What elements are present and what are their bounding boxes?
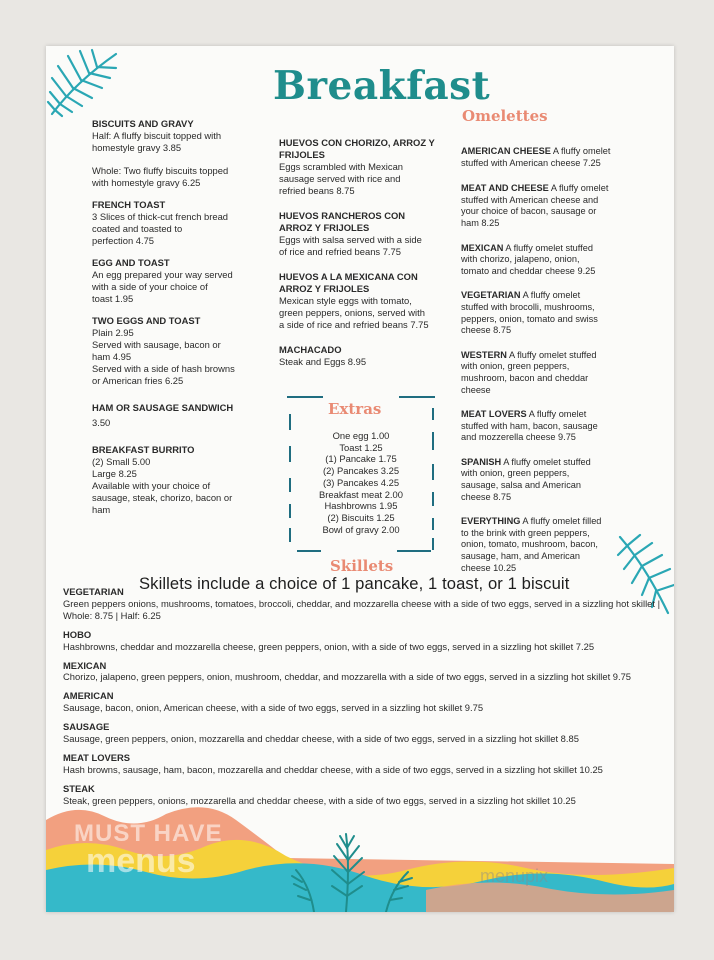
omelettes-heading: Omelettes: [462, 107, 548, 125]
menu-item: BISCUITS AND GRAVY Half: A fluffy biscuit topped with homestyle gravy 3.85 Whole: Two fluffy biscuits topped with homestyle gravy 6.25: [92, 118, 229, 188]
list-item: AMERICAN Sausage, bacon, onion, American cheese, with a side of two eggs, served in a sizzling hot skillet 9.75: [63, 690, 484, 714]
menu-item: MEAT LOVERS A fluffy omelet stuffed with ham, bacon, sausage and mozzerella cheese 9.75: [461, 409, 598, 443]
watermark: MUST HAVE: [74, 820, 223, 847]
skillets-note: Skillets include a choice of 1 pancake, 1 toast, or 1 biscuit: [139, 574, 570, 593]
menu-item: MEAT AND CHEESE A fluffy omelet stuffed with American cheese and your choice of bacon, sausage or ham 8.25: [461, 183, 609, 228]
list-item: (1) Pancake 1.75: [325, 453, 397, 465]
menu-item: HUEVOS RANCHEROS CON ARROZ Y FRIJOLES Eggs with salsa served with a side of rice and refried beans 7.75: [279, 210, 422, 257]
list-item: Hashbrowns 1.95: [324, 500, 398, 512]
menu-item: MEXICAN A fluffy omelet stuffed with chorizo, jalapeno, onion, tomato and cheddar cheese 9.25: [461, 242, 596, 276]
list-item: One egg 1.00: [332, 430, 390, 441]
skillets-list: [63, 586, 668, 814]
list-item: STEAK Steak, green peppers, onions, mozzarella and cheddar cheese, with a side of two eggs, served in a sizzling hot skillet 10.25: [63, 782, 576, 806]
page-title: Breakfast: [273, 63, 491, 109]
list-item: SAUSAGE Sausage, green peppers, onion, mozzarella and cheddar cheese, with a side of two eggs, served in a sizzling hot skillet 8.85: [63, 721, 579, 745]
menu-item: MACHACADO Steak and Eggs 8.95: [279, 344, 367, 367]
menu-item: AMERICAN CHEESE A fluffy omelet stuffed with American cheese 7.25: [461, 146, 611, 168]
middle-column: [279, 137, 459, 378]
menu-item: SPANISH A fluffy omelet stuffed with onion, green peppers, sausage, salsa and American cheese 8.75: [461, 456, 591, 502]
menu-item: EVERYTHING A fluffy omelet filled to the brink with green peppers, onion, tomato, mushroom, bacon, sausage, ham, and American cheese 10.25: [461, 516, 602, 573]
list-item: MEAT LOVERS Hash browns, sausage, ham, bacon, mozzarella and cheddar cheese, with a side of two eggs, served in a sizzling hot skillet 10.25: [63, 751, 603, 775]
menu-item: FRENCH TOAST 3 Slices of thick-cut french bread coated and toasted to perfection 4.75: [92, 199, 229, 246]
watermark: menus: [86, 842, 196, 880]
menu-item: HAM OR SAUSAGE SANDWICH 3.50: [92, 402, 234, 428]
menu-item: HUEVOS CON CHORIZO, ARROZ Y FRIJOLES Eggs scrambled with Mexican sausage served with rice and refried beans 8.75: [279, 137, 435, 196]
skillets-heading: Skillets: [330, 557, 394, 575]
omelettes-column: [461, 146, 661, 584]
extras-list: [287, 430, 435, 535]
menu-item: BREAKFAST BURRITO (2) Small 5.00 Large 8.25 Available with your choice of sausage, steak, chorizo, bacon or ham: [92, 444, 233, 515]
menu-item: TWO EGGS AND TOAST Plain 2.95 Served with sausage, bacon or ham 4.95 Served with a side of hash browns or American fries 6.25: [92, 315, 235, 386]
list-item: (2) Biscuits 1.25: [327, 511, 395, 523]
palm-leaf-icon: [46, 48, 122, 120]
list-item: (3) Pancakes 4.25: [322, 476, 400, 488]
menu-item: WESTERN A fluffy omelet stuffed with onion, green peppers, mushroom, bacon and cheddar cheese: [461, 349, 597, 395]
list-item: VEGETARIAN Green peppers onions, mushrooms, tomatoes, broccoli, cheddar, and mozzarella cheese with a side of two eggs, served in a sizzling hot skillet | Whole: 8.75 | Half: 6.25: [63, 586, 661, 621]
list-item: Bowl of gravy 2.00: [322, 523, 400, 535]
left-column: [92, 118, 260, 526]
list-item: HOBO Hashbrowns, cheddar and mozzarella cheese, green peppers, onion, with a side of two eggs, served in a sizzling hot skillet 7.25: [63, 628, 595, 652]
menu-item: EGG AND TOAST An egg prepared your way served with a side of your choice of toast 1.95: [92, 257, 233, 304]
menu-item: HUEVOS A LA MEXICANA CON ARROZ Y FRIJOLES Mexican style eggs with tomato, green peppers, onions, served with a side of rice and refried beans 7.75: [279, 271, 429, 330]
extras-heading: Extras: [328, 400, 382, 418]
list-item: Toast 1.25: [339, 441, 383, 453]
list-item: MEXICAN Chorizo, jalapeno, green peppers, onion, mushroom, cheddar, and mozzarella with a side of two eggs, served in a sizzling hot skillet 9.75: [63, 659, 632, 683]
menu-item: VEGETARIAN A fluffy omelet stuffed with brocolli, mushrooms, peppers, onion, tomato and swiss cheese 8.75: [461, 290, 598, 336]
list-item: (2) Pancakes 3.25: [322, 465, 400, 477]
menu-page: [46, 46, 674, 912]
list-item: Breakfast meat 2.00: [319, 488, 403, 500]
watermark: menupix: [480, 866, 549, 886]
